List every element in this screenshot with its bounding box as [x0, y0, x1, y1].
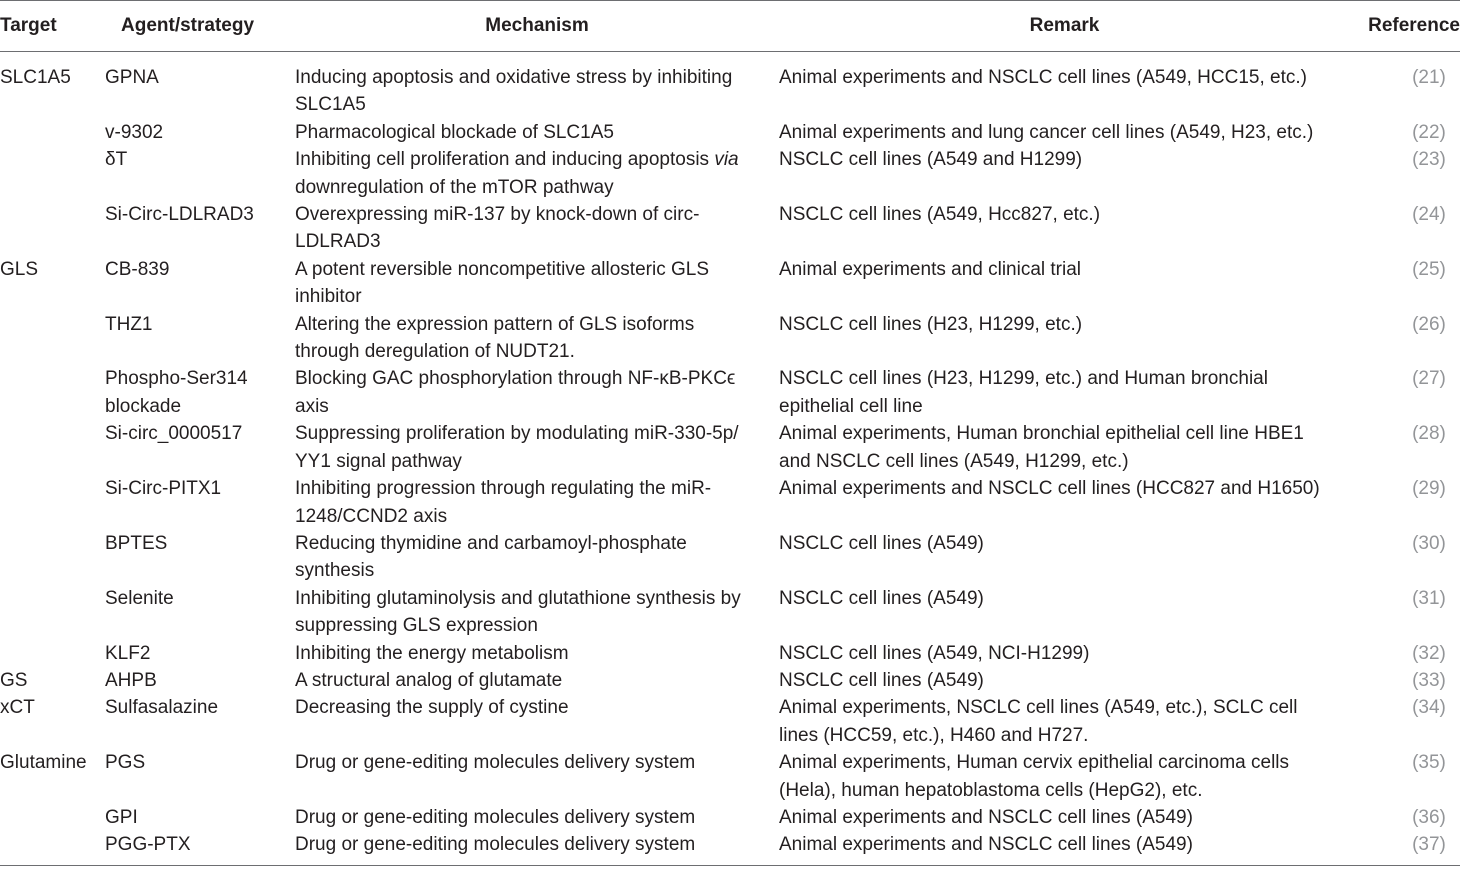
cell-mechanism: Inhibiting progression through regulating the miR-1248/CCND2 axis — [295, 478, 712, 527]
cell-remark: NSCLC cell lines (A549) — [779, 669, 984, 691]
table-row — [0, 530, 1460, 585]
table-row — [0, 749, 1460, 804]
cell-remark: NSCLC cell lines (A549) — [779, 587, 984, 609]
cell-agent: Si-Circ-PITX1 — [105, 478, 222, 500]
cell-remark: Animal experiments and NSCLC cell lines (A549) — [779, 831, 1350, 865]
cell-reference[interactable]: (33) — [1412, 669, 1446, 691]
cell-agent: PGG-PTX — [105, 831, 295, 865]
cell-mechanism: A potent reversible noncompetitive allosteric GLS inhibitor — [295, 258, 709, 308]
cell-reference[interactable]: (30) — [1412, 532, 1446, 554]
cell-mechanism: Drug or gene-editing molecules delivery system — [295, 831, 779, 865]
cell-reference[interactable]: (36) — [1412, 806, 1446, 828]
cell-target — [0, 420, 105, 475]
cell-remark: NSCLC cell lines (H23, H1299, etc.) — [779, 313, 1083, 335]
table-row — [0, 804, 1460, 831]
cell-mechanism: Drug or gene-editing molecules delivery system — [295, 752, 696, 774]
cell-agent: BPTES — [105, 532, 168, 554]
cell-reference[interactable]: (27) — [1412, 368, 1446, 390]
cell-mechanism: Blocking GAC phosphorylation through NF-κB-PKCϵ axis — [295, 368, 736, 417]
cell-reference[interactable]: (32) — [1412, 642, 1446, 664]
cell-remark: Animal experiments, Human cervix epithelial carcinoma cells (Hela), human hepatoblastoma cells (HepG2), etc. — [779, 752, 1290, 801]
cell-agent: GPI — [105, 806, 138, 828]
cell-agent: CB-839 — [105, 258, 170, 280]
cell-target — [0, 201, 105, 256]
cell-reference[interactable]: (21) — [1412, 67, 1446, 88]
cell-mechanism: Suppressing proliferation by modulating miR-330-5p/ YY1 signal pathway — [295, 423, 739, 472]
table-row — [0, 475, 1460, 530]
cell-mechanism: Inhibiting glutaminolysis and glutathione synthesis by suppressing GLS expression — [295, 587, 741, 637]
cell-remark: NSCLC cell lines (A549, Hcc827, etc.) — [779, 204, 1101, 226]
table-row — [0, 311, 1460, 366]
cell-mechanism: Inhibiting the energy metabolism — [295, 642, 569, 664]
cell-remark: Animal experiments and NSCLC cell lines (A549) — [779, 806, 1193, 828]
cell-agent: Phospho-Ser314 blockade — [105, 368, 248, 417]
cell-remark: Animal experiments and NSCLC cell lines (A549, HCC15, etc.) — [779, 67, 1307, 88]
cell-mechanism: Decreasing the supply of cystine — [295, 697, 569, 719]
table-row — [0, 831, 1460, 865]
cell-target — [0, 311, 105, 366]
cell-remark: NSCLC cell lines (A549) — [779, 532, 984, 554]
table-body — [0, 52, 1460, 866]
cell-target — [0, 365, 105, 420]
cell-agent: THZ1 — [105, 313, 153, 335]
cell-remark: Animal experiments and lung cancer cell lines (A549, H23, etc.) — [779, 121, 1314, 143]
cell-reference[interactable]: (28) — [1412, 423, 1446, 445]
table-row — [0, 420, 1460, 475]
cell-target: GLS — [0, 258, 39, 280]
table-row — [0, 146, 1460, 201]
cell-mechanism: Pharmacological blockade of SLC1A5 — [295, 121, 614, 143]
cell-target: xCT — [0, 697, 35, 719]
cell-target: SLC1A5 — [0, 67, 71, 88]
cell-remark: Animal experiments and clinical trial — [779, 258, 1082, 280]
cell-agent: v-9302 — [105, 121, 164, 143]
cell-target — [0, 831, 105, 865]
cell-target — [0, 640, 105, 667]
header-mechanism: Mechanism — [295, 1, 779, 52]
cell-mechanism: Overexpressing miR-137 by knock-down of circ-LDLRAD3 — [295, 204, 700, 253]
cell-target — [0, 119, 105, 146]
table-header — [0, 1, 1460, 52]
cell-remark: NSCLC cell lines (H23, H1299, etc.) and Human bronchial epithelial cell line — [779, 368, 1268, 417]
table-row — [0, 585, 1460, 640]
cell-reference[interactable]: (34) — [1412, 697, 1446, 719]
cell-target — [0, 530, 105, 585]
table-row — [0, 52, 1460, 119]
cell-mechanism: Reducing thymidine and carbamoyl-phosphate synthesis — [295, 532, 687, 582]
table-row — [0, 694, 1460, 749]
cell-reference[interactable]: (22) — [1412, 121, 1446, 143]
cell-reference[interactable]: (31) — [1412, 587, 1446, 609]
cell-target — [0, 585, 105, 640]
cell-target — [0, 804, 105, 831]
table-row — [0, 119, 1460, 146]
cell-agent: Si-circ_0000517 — [105, 423, 243, 445]
cell-mechanism: Inhibiting cell proliferation and inducing apoptosis via downregulation of the mTOR pathway — [295, 149, 739, 198]
cell-reference[interactable]: (23) — [1412, 149, 1446, 171]
cell-target: GS — [0, 669, 28, 691]
header-target: Target — [0, 1, 105, 52]
cell-agent: PGS — [105, 752, 146, 774]
cell-target — [0, 146, 105, 201]
cell-agent: KLF2 — [105, 642, 151, 664]
cell-agent: δT — [105, 149, 128, 171]
cell-reference[interactable]: (24) — [1412, 204, 1446, 226]
cell-reference[interactable]: (26) — [1412, 313, 1446, 335]
cell-agent: GPNA — [105, 67, 159, 88]
cell-reference[interactable]: (35) — [1412, 752, 1446, 774]
cell-agent: AHPB — [105, 669, 157, 691]
cell-reference[interactable]: (37) — [1350, 831, 1460, 865]
italic-word: via — [714, 149, 739, 171]
cell-mechanism: A structural analog of glutamate — [295, 669, 563, 691]
cell-agent: Si-Circ-LDLRAD3 — [105, 204, 254, 226]
cell-remark: NSCLC cell lines (A549 and H1299) — [779, 149, 1083, 171]
cell-remark: Animal experiments, Human bronchial epithelial cell line HBE1 and NSCLC cell lines (A549, H1299, etc.) — [779, 423, 1304, 472]
cell-remark: Animal experiments and NSCLC cell lines (HCC827 and H1650) — [779, 478, 1320, 500]
cell-mechanism: Inducing apoptosis and oxidative stress by inhibiting SLC1A5 — [295, 67, 733, 116]
cell-target — [0, 475, 105, 530]
table-row — [0, 365, 1460, 420]
header-reference: Reference — [1350, 1, 1460, 52]
cell-target: Glutamine — [0, 752, 87, 774]
table-row — [0, 640, 1460, 667]
table-row — [0, 256, 1460, 311]
cell-reference[interactable]: (25) — [1412, 258, 1446, 280]
header-row — [0, 1, 1460, 52]
cell-remark: Animal experiments, NSCLC cell lines (A549, etc.), SCLC cell lines (HCC59, etc.), H460 and H727. — [779, 697, 1298, 746]
cell-remark: NSCLC cell lines (A549, NCI-H1299) — [779, 642, 1090, 664]
cell-agent: Selenite — [105, 587, 174, 609]
cell-mechanism: Drug or gene-editing molecules delivery system — [295, 806, 696, 828]
cell-mechanism: Altering the expression pattern of GLS isoforms through deregulation of NUDT21. — [295, 313, 695, 363]
table-row — [0, 667, 1460, 694]
header-remark: Remark — [779, 1, 1350, 52]
table-row — [0, 201, 1460, 256]
cell-agent: Sulfasalazine — [105, 697, 219, 719]
header-agent: Agent/strategy — [105, 1, 295, 52]
cell-reference[interactable]: (29) — [1412, 478, 1446, 500]
